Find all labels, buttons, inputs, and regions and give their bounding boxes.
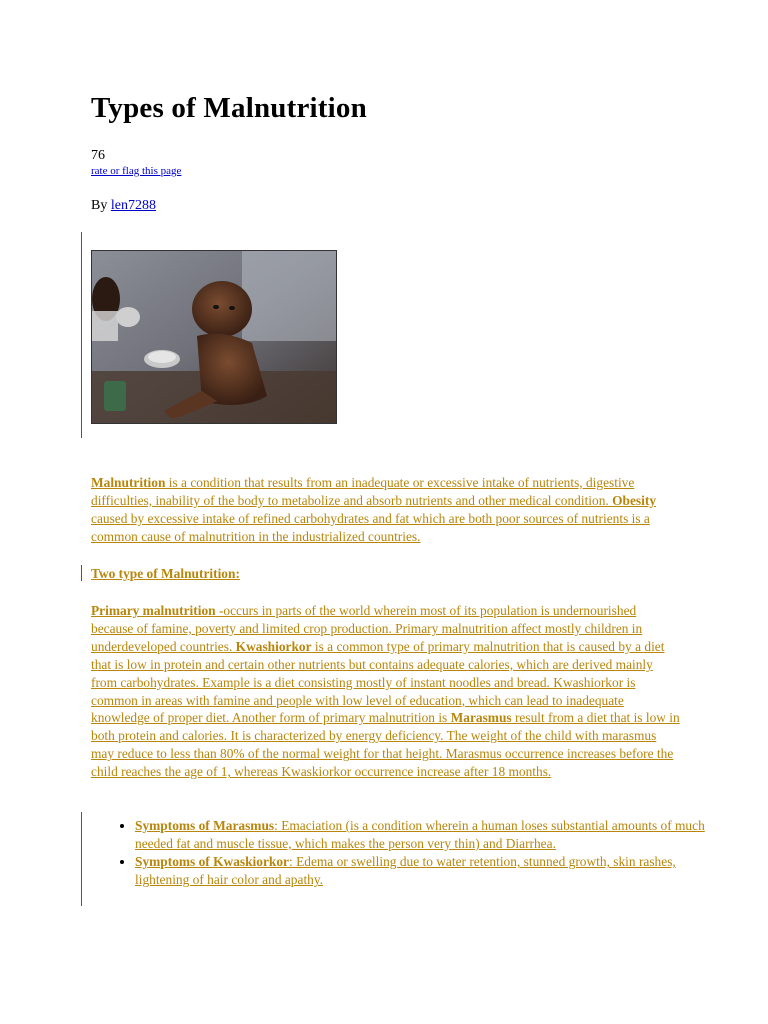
primary-text-2: is a common type of primary malnutrition that is caused by a diet that is low in protein and certain other nutrients but contains adequate calories, which are derived mainly from carbohydrates. Example is a diet consisting mostly of instant noodles and bread. Kwashiorkor is common in areas with famine and people with low level of education, which can lead to inadequate knowledge of proper diet. Another form of primary malnutrition is	[91, 638, 665, 726]
list-item	[135, 853, 725, 889]
byline	[91, 198, 156, 214]
quote-bar	[81, 565, 82, 581]
primary-paragraph	[91, 602, 681, 781]
subheading: Two type of Malnutrition:	[91, 566, 240, 581]
author-link[interactable]: len7288	[110, 198, 156, 213]
symptom-text: : Edema or swelling due to water retention, stunned growth, skin rashes, lightening of hair color and apathy.	[135, 854, 676, 888]
symptom-term: Symptoms of Marasmus	[135, 818, 275, 833]
primary-text-1: -occurs in parts of the world wherein most of its population is undernourished because of famine, poverty and limited crop production. Primary malnutrition affect mostly children in underdeveloped countries.	[91, 603, 643, 654]
symptoms-list	[91, 817, 725, 890]
term-primary-malnutrition: Primary malnutrition	[91, 603, 216, 618]
intro-text-1: is a condition that results from an inadequate or excessive intake of nutrients, digestive difficulties, inability of the body to metabolize and absorb nutrients and other medical condition.	[91, 475, 635, 508]
term-marasmus: Marasmus	[450, 710, 512, 726]
symptom-term: Symptoms of Kwaskiorkor	[135, 854, 289, 870]
quote-bar	[81, 812, 82, 906]
by-label: By	[91, 198, 111, 213]
intro-paragraph	[91, 474, 681, 546]
rating-count: 76	[91, 148, 105, 163]
symptom-text: : Emaciation (is a condition wherein a human loses substantial amounts of much needed fat and muscle tissue, which makes the person very thin) and Diarrhea.	[135, 818, 705, 851]
primary-text-3: result from a diet that is low in both protein and calories. It is characterized by energy deficiency. The weight of the child with marasmus may reduce to less than 80% of the normal weight for that height. Marasmus occurrence increases before the child reaches the age of 1, whereas Kwaskiorkor occurrence increase after 18 months.	[91, 710, 680, 780]
term-obesity: Obesity	[612, 492, 657, 508]
page-title: Types of Malnutrition	[91, 92, 367, 124]
term-kwashiorkor: Kwashiorkor	[235, 638, 312, 654]
intro-text-2: caused by excessive intake of refined carbohydrates and fat which are both poor sources of nutrients is a common cause of malnutrition in the industrialized countries.	[91, 510, 650, 544]
malnourished-child-photo	[91, 250, 337, 424]
list-item	[135, 817, 725, 853]
quote-bar	[81, 232, 82, 438]
rate-flag-link[interactable]: rate or flag this page	[91, 165, 182, 177]
term-malnutrition: Malnutrition	[91, 475, 166, 490]
